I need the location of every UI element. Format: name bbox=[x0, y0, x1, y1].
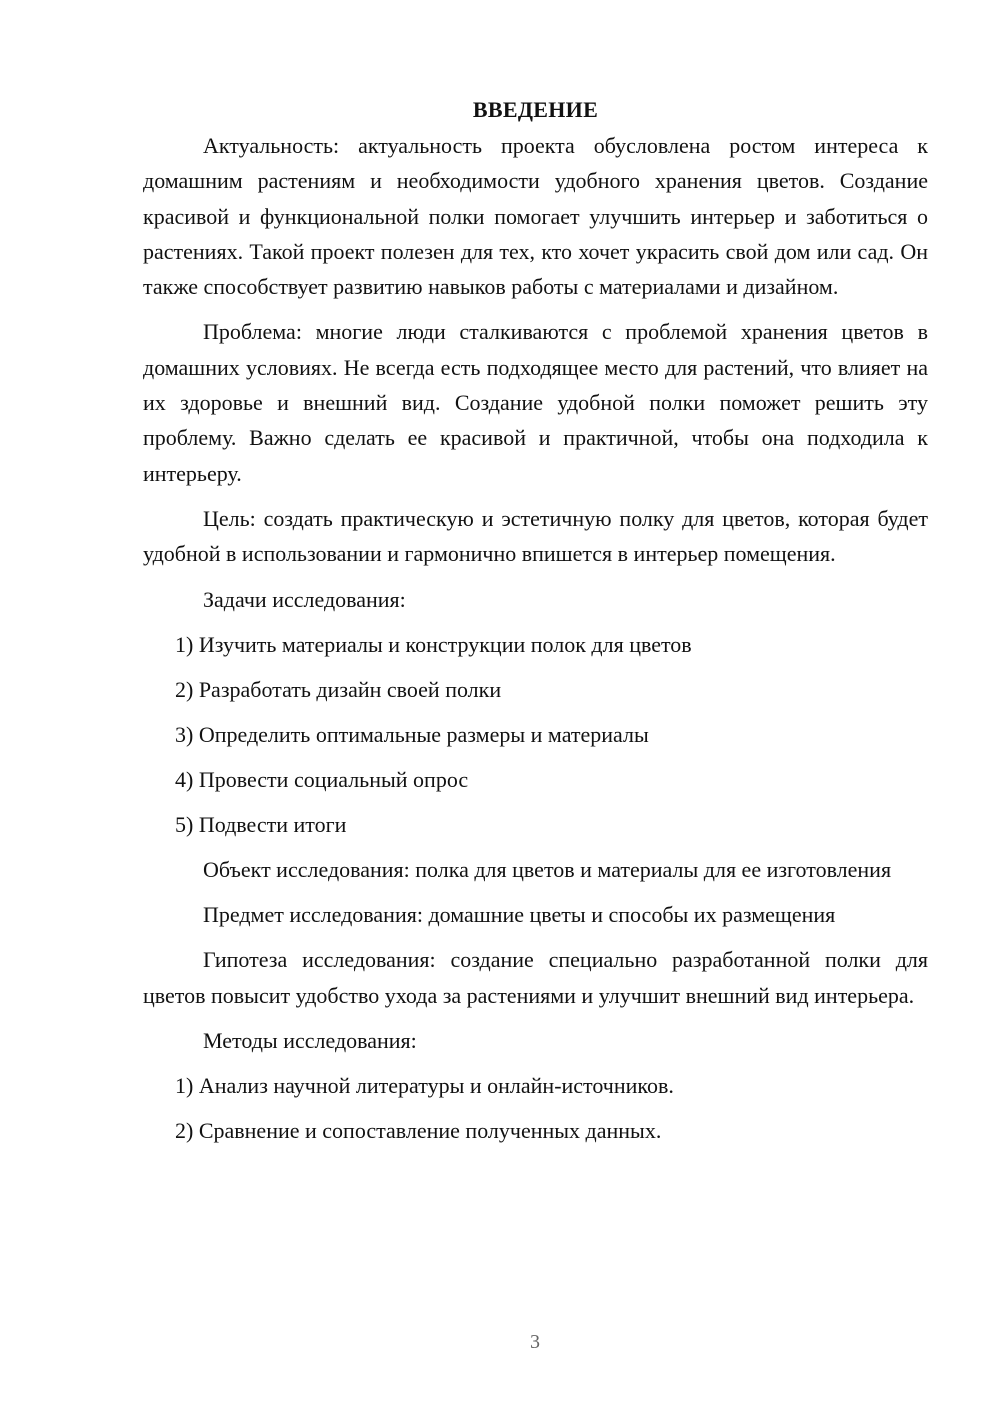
methods-heading: Методы исследования: bbox=[203, 1028, 417, 1054]
object-paragraph: Объект исследования: полка для цветов и материалы для ее изготовления bbox=[203, 856, 892, 882]
methods-list bbox=[143, 1068, 928, 1148]
document-page bbox=[143, 92, 928, 1158]
tasks-list bbox=[143, 627, 928, 842]
task-item: 4) Провести социальный опрос bbox=[175, 766, 469, 792]
goal-paragraph: Цель: создать практическую и эстетичную полку для цветов, которая будет удобной в использовании и гармонично впишется в интерьер помещения. bbox=[143, 505, 928, 567]
relevance-paragraph: Актуальность: актуальность проекта обусловлена ростом интереса к домашним растениям и необходимости удобного хранения цветов. Создание красивой и функциональной полки помогает улучшить интерьер и заботиться о растениях. Такой проект полезен для тех, кто хочет украсить свой дом или сад. Он также способствует развитию навыков работы с материалами и дизайном. bbox=[143, 133, 928, 300]
hypothesis-paragraph: Гипотеза исследования: создание специально разработанной полки для цветов повысит удобство ухода за растениями и улучшит внешний вид интерьера. bbox=[143, 947, 928, 1008]
method-item: 2) Сравнение и сопоставление полученных данных. bbox=[175, 1118, 662, 1144]
tasks-heading: Задачи исследования: bbox=[203, 586, 406, 612]
page-number: 3 bbox=[530, 1331, 540, 1353]
subject-paragraph: Предмет исследования: домашние цветы и способы их размещения bbox=[203, 902, 836, 928]
task-item: 2) Разработать дизайн своей полки bbox=[175, 676, 502, 702]
task-item: 1) Изучить материалы и конструкции полок для цветов bbox=[175, 631, 692, 657]
method-item: 1) Анализ научной литературы и онлайн-источников. bbox=[175, 1073, 674, 1099]
section-title: ВВЕДЕНИЕ bbox=[472, 97, 599, 122]
task-item: 5) Подвести итоги bbox=[175, 811, 347, 837]
problem-paragraph: Проблема: многие люди сталкиваются с проблемой хранения цветов в домашних условиях. Не всегда есть подходящее место для растений, что влияет на их здоровье и внешний вид. Создание удобной полки поможет решить эту проблему. Важно сделать ее красивой и практичной, чтобы она подходила к интерьеру. bbox=[143, 319, 928, 486]
task-item: 3) Определить оптимальные размеры и материалы bbox=[175, 721, 649, 747]
